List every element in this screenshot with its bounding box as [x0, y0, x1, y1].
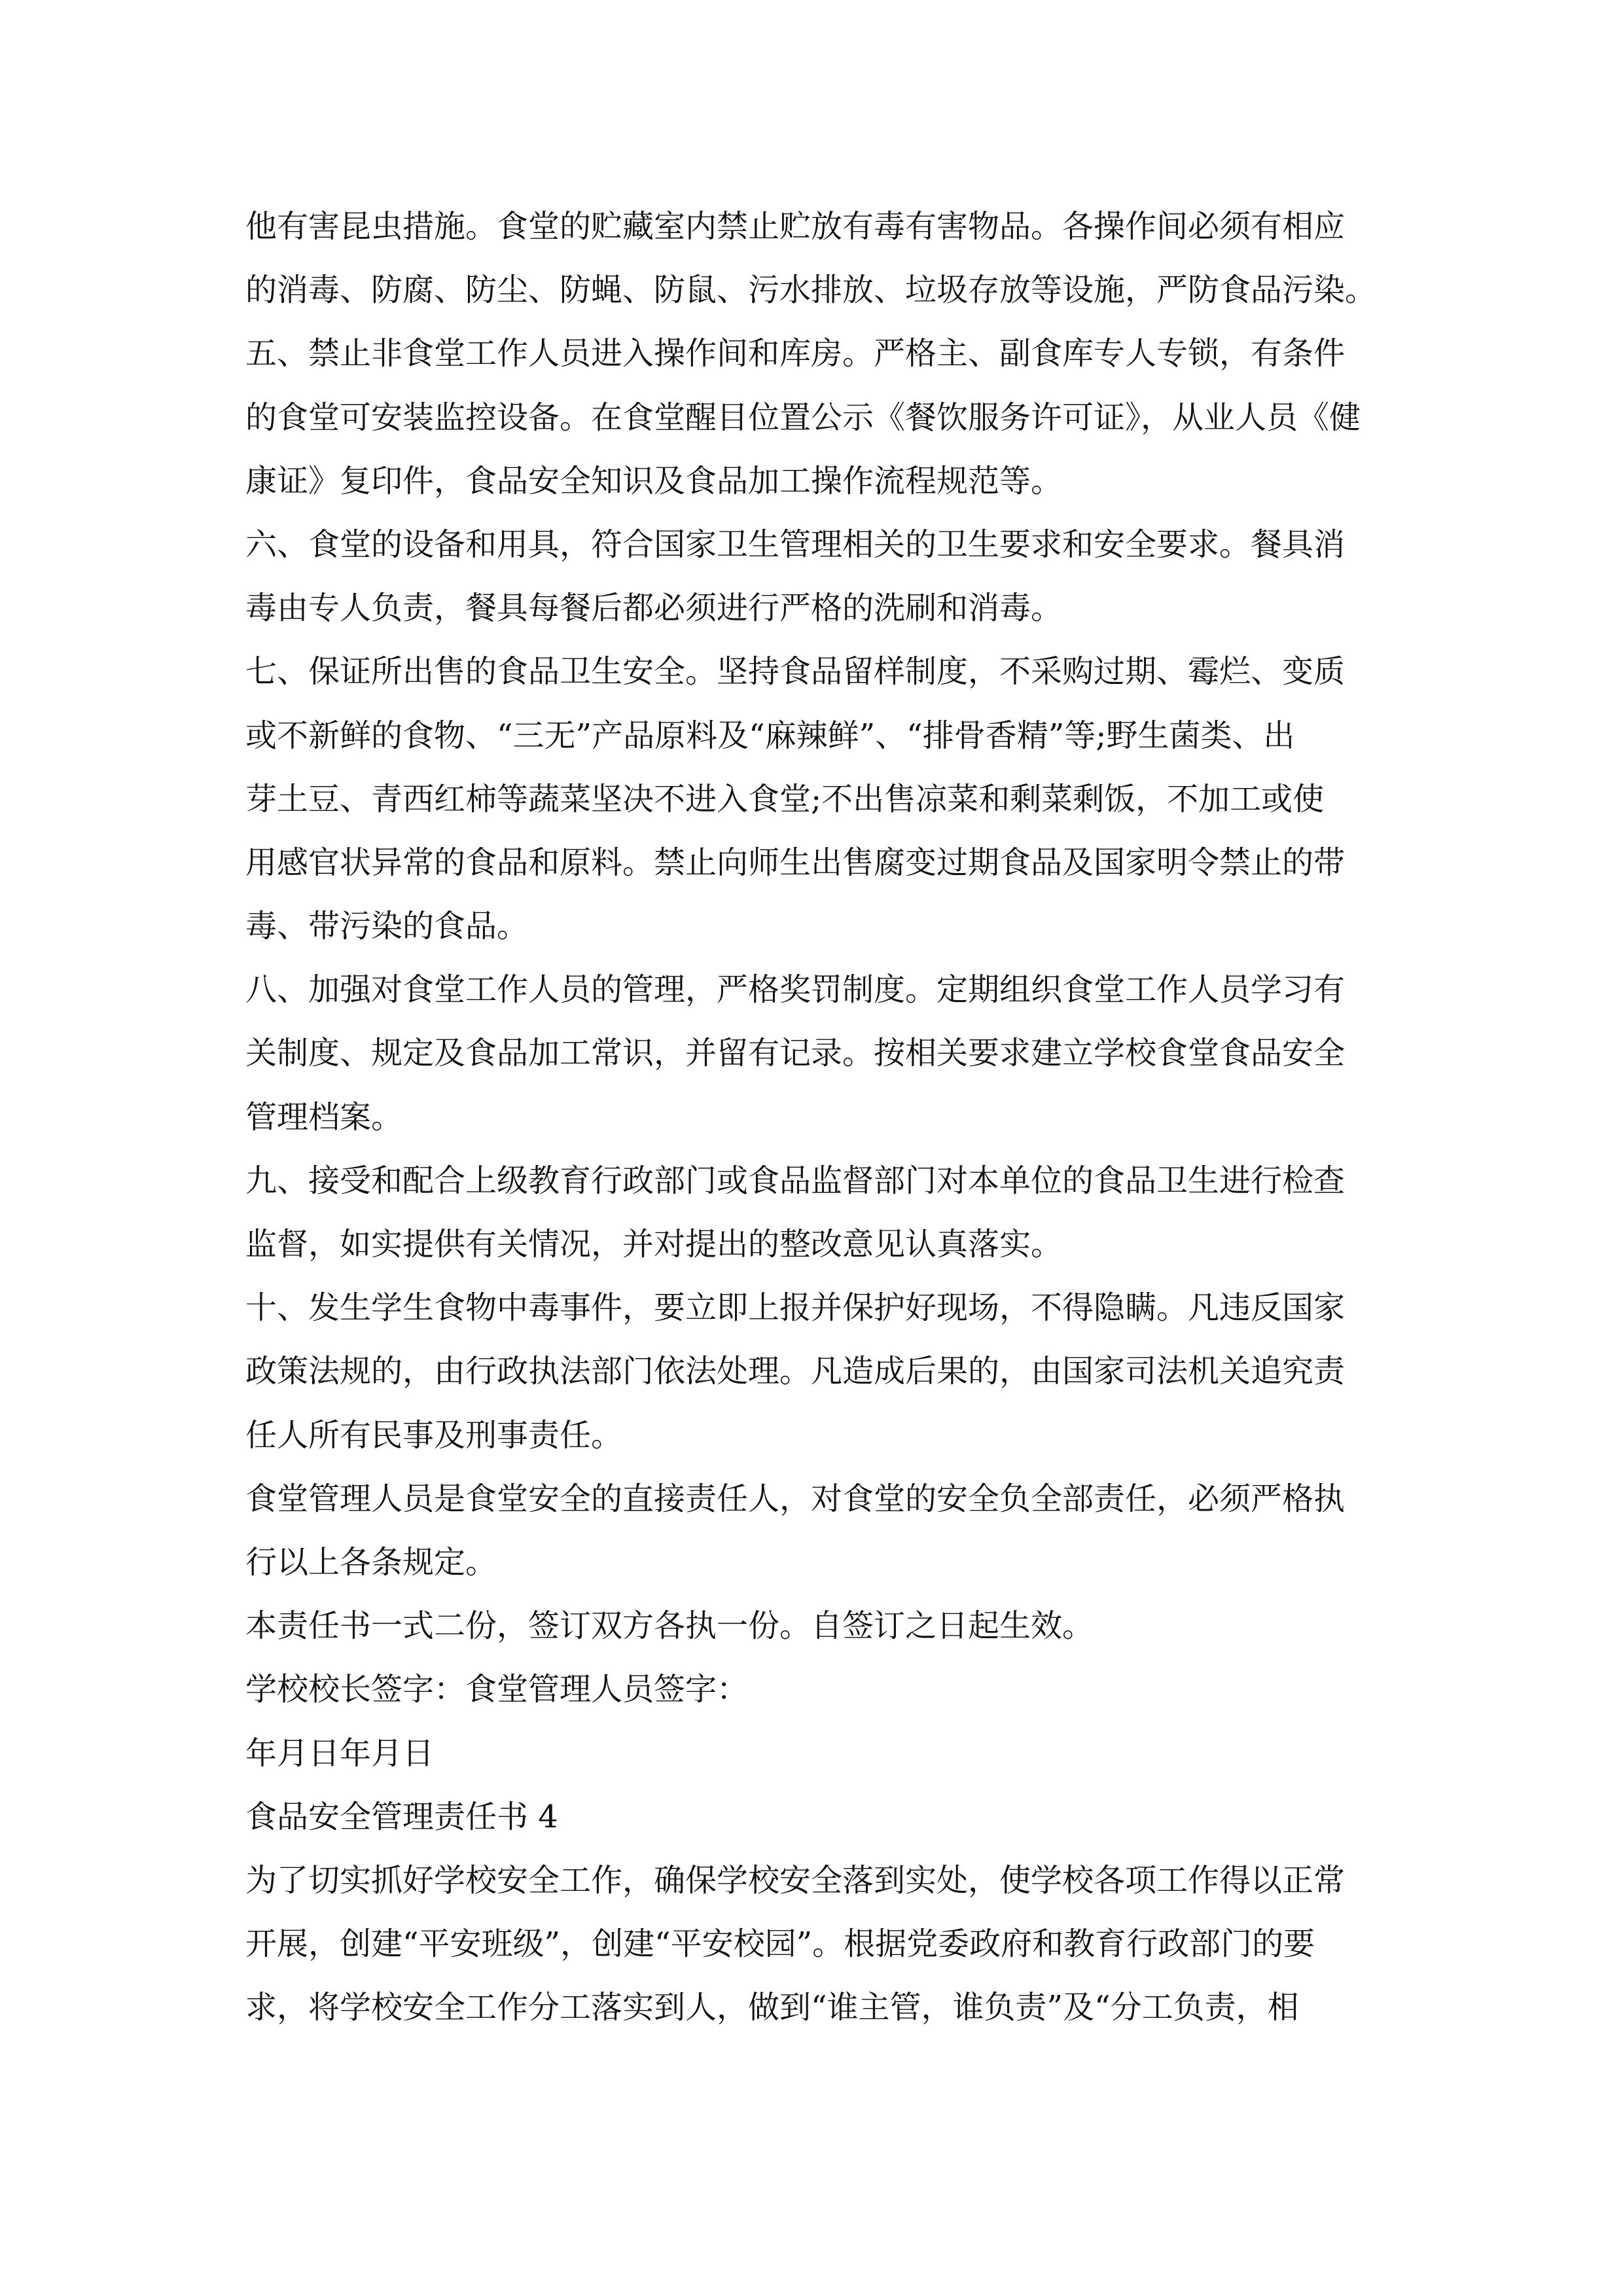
- text-line: 行以上各条规定。: [245, 1543, 497, 1581]
- text-line: 食品安全管理责任书 4: [245, 1798, 558, 1835]
- text-line: 的食堂可安装监控设备。在食堂醒目位置公示《餐饮服务许可证》，从业人员《健: [245, 399, 1361, 436]
- text-line: 康证》复印件，食品安全知识及食品加工操作流程规范等。: [245, 462, 1063, 499]
- text-line: 的消毒、防腐、防尘、防蝇、防鼠、污水排放、垃圾存放等设施，严防食品污染。: [245, 272, 1377, 309]
- text-line: 五、禁止非食堂工作人员进入操作间和库房。严格主、副食库专人专锁，有条件: [245, 335, 1346, 372]
- text-line: 关制度、规定及食品加工常识，并留有记录。按相关要求建立学校食堂食品安全: [245, 1035, 1346, 1072]
- text-line: 食堂管理人员是食堂安全的直接责任人，对食堂的安全负全部责任，必须严格执: [245, 1480, 1346, 1517]
- text-line: 政策法规的，由行政执法部门依法处理。凡造成后果的，由国家司法机关追究责: [245, 1353, 1346, 1390]
- text-line: 毒、带污染的食品。: [245, 908, 529, 945]
- text-line: 八、加强对食堂工作人员的管理，严格奖罚制度。定期组织食堂工作人员学习有: [245, 971, 1346, 1009]
- text-line: 任人所有民事及刑事责任。: [245, 1416, 623, 1454]
- text-line: 本责任书一式二份，签订双方各执一份。自签订之日起生效。: [245, 1607, 1094, 1645]
- text-line: 管理档案。: [245, 1098, 403, 1136]
- text-line: 开展，创建“平安班级”，创建“平安校园”。根据党委政府和教育行政部门的要: [245, 1926, 1315, 1963]
- text-line: 监督，如实提供有关情况，并对提出的整改意见认真落实。: [245, 1226, 1063, 1263]
- text-line: 毒由专人负责，餐具每餐后都必须进行严格的洗刷和消毒。: [245, 590, 1063, 627]
- text-line: 或不新鲜的食物、“三无”产品原料及“麻辣鲜”、“排骨香精”等;野生菌类、出: [245, 717, 1295, 754]
- text-line: 十、发生学生食物中毒事件，要立即上报并保护好现场，不得隐瞒。凡违反国家: [245, 1289, 1346, 1327]
- text-line: 用感官状异常的食品和原料。禁止向师生出售腐变过期食品及国家明令禁止的带: [245, 844, 1346, 881]
- text-line: 六、食堂的设备和用具，符合国家卫生管理相关的卫生要求和安全要求。餐具消: [245, 526, 1346, 563]
- text-line: 学校校长签字：食堂管理人员签字：: [245, 1671, 749, 1708]
- text-line: 九、接受和配合上级教育行政部门或食品监督部门对本单位的食品卫生进行检查: [245, 1162, 1346, 1199]
- text-line: 年月日年月日: [245, 1734, 435, 1772]
- document-body: [245, 195, 1423, 2039]
- text-line: 他有害昆虫措施。食堂的贮藏室内禁止贮放有毒有害物品。各操作间必须有相应: [245, 208, 1346, 245]
- text-line: 求，将学校安全工作分工落实到人，做到“谁主管，谁负责”及“分工负责，相: [245, 1989, 1299, 2026]
- text-line: 为了切实抓好学校安全工作，确保学校安全落到实处，使学校各项工作得以正常: [245, 1861, 1346, 1899]
- text-line: 七、保证所出售的食品卫生安全。坚持食品留样制度，不采购过期、霉烂、变质: [245, 653, 1346, 691]
- text-line: 芽土豆、青西红柿等蔬菜坚决不进入食堂;不出售凉菜和剩菜剩饭，不加工或使: [245, 780, 1325, 817]
